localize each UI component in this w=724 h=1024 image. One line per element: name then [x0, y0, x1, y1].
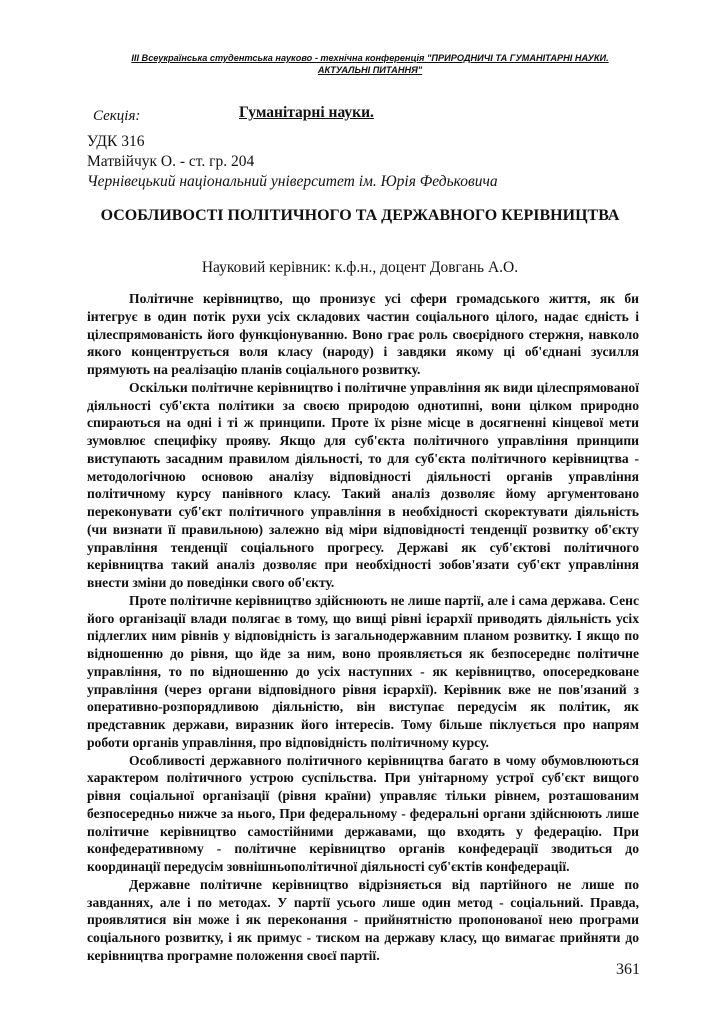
udk-code: УДК 316: [87, 133, 145, 150]
paragraph: Особливості державного політичного керівництва багато в чому обумовлюються характером політичного устрою суспільства. При унітарному устрої суб'єкт вищого рівня соціальної організації (рівня країни) управляє тільки рівнем, розташованим безпосередньо нижче за нього, При федеральному - федеральні органи здійснюють лише політичне керівництво самостійними державами, що входять у федерацію. При конфедеративному - політичне керівництво органів конфедерації зводиться до координації передусім зовнішньополітичної діяльності суб'єктів конфедерації.: [87, 752, 639, 874]
conference-header: [70, 52, 670, 76]
paragraph: Політичне керівництво, що пронизує усі сфери громадського життя, як би інтегрує в один потік рухи усіх складових частин соціального цілого, надає єдність і цілеспрямованість його функціонуванню. Воно грає роль своєрідного стержня, навколо якого концентрується воля класу (народу) і завдяки якому ці об'єднані зусилля прямують на реалізацію планів соціального розвитку.: [87, 291, 639, 377]
paragraph: Державне політичне керівництво відрізняється від партійного не лише по завданнях, але і по методах. У партії усього лише один метод - соціальний. Правда, проявлятися він може і як переконання - прийнятністю пропонованої нею програми соціального розвитку, і як примус - тиском на державу класу, що вимагає прийняти до керівництва програмне положення своєї партії.: [87, 876, 639, 963]
advisor-line: Науковий керівник: к.ф.н., доцент Довгань А.О.: [201, 259, 519, 276]
affiliation-line: Чернівецький національний університет ім. Юрія Федьковича: [87, 173, 498, 190]
section-row: [93, 104, 593, 126]
paper-title: ОСОБЛИВОСТІ ПОЛІТИЧНОГО ТА ДЕРЖАВНОГО КЕРІВНИЦТВА: [100, 207, 620, 224]
conference-header-line-1: ІІІ Всеукраїнська студентська науково - технічна конференція "ПРИРОДНИЧІ ТА ГУМАНІТАРНІ НАУКИ.: [131, 53, 609, 63]
page-number: 361: [616, 961, 640, 978]
author-line: Матвійчук О. - ст. гр. 204: [87, 153, 255, 170]
section-value: Гуманітарні науки.: [239, 104, 374, 121]
section-label: Секція:: [93, 108, 141, 124]
conference-header-line-2: АКТУАЛЬНІ ПИТАННЯ": [317, 65, 423, 75]
paragraph: Оскільки політичне керівництво і політичне управління як види цілеспрямованої діяльності суб'єкта політики за своєю природою однотипні, вони цілком природно спираються на одні і ті ж принципи. Проте їх різне місце в досягненні кінцевої мети зумовлює специфіку прояву. Якщо для суб'єкта політичного управління принципи виступають засадним правилом діяльності, то для суб'єкта політичного керівництва - методологічною основою аналізу відповідності діяльності органів управління політичному курсу панівного класу. Такий аналіз дозволяє йому аргументовано переконувати суб'єкт політичного управління в необхідності скоректувати діяльність (чи визнати її правильною) залежно від міри відповідності тенденції розвитку об'єкту управління тенденції соціального прогресу. Державі як суб'єктові політичного керівництва такий аналіз дозволяє при необхідності зобов'язати суб'єкт управління внести зміни до поведінки свого об'єкту.: [87, 379, 639, 590]
paragraph: Проте політичне керівництво здійснюють не лише партії, але і сама держава. Сенс його організації влади полягає в тому, що вищі рівні ієрархії приводять діяльність усіх підлеглих ним рівнів у відповідність із загальнодержавним планом розвитку. І якщо по відношенню до рівня, що йде за ним, воно проявляється як безпосереднє політичне управління, то по відношенню до усіх наступних - як керівництво, опосередковане управління (через органи відповідного рівня ієрархії). Керівник вже не пов'язаний з оперативно-розпорядливою діяльністю, він виступає передусім як політик, як представник держави, виразник його інтересів. Тому більше піклується про напрям роботи органів управління, про відповідність політичному курсу.: [87, 592, 639, 750]
body-text: [87, 290, 639, 965]
